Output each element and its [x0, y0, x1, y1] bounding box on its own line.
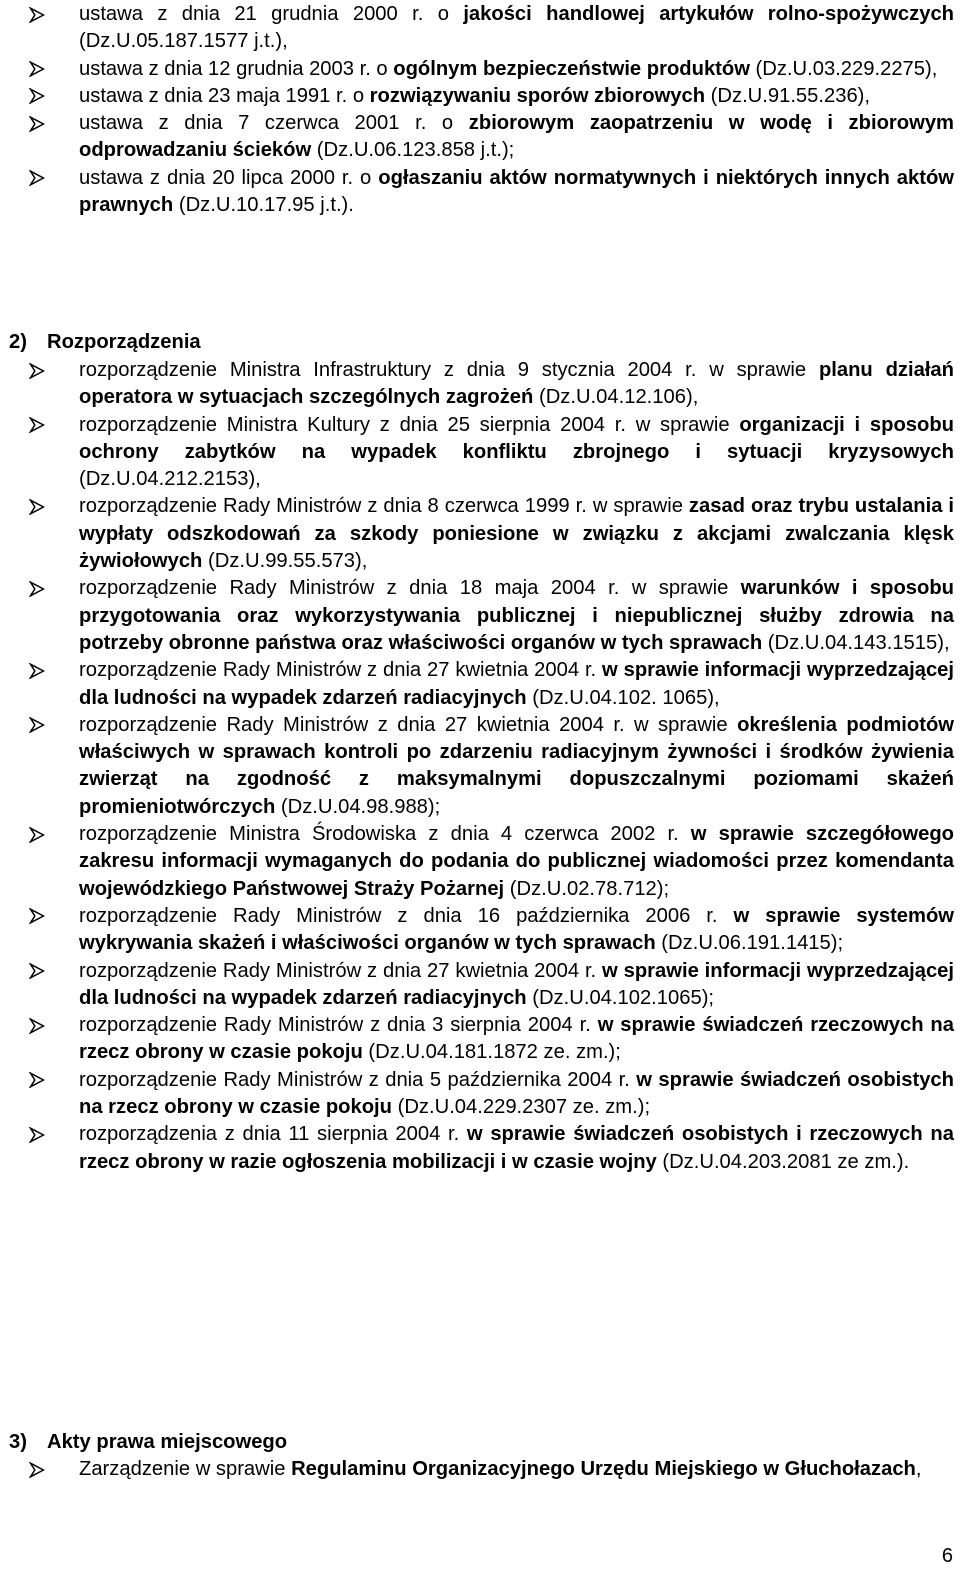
list-item-text: [79, 575, 954, 657]
act-subject: jakości handlowej artykułów rolno-spożywczych: [463, 3, 955, 25]
act-citation: rozporządzenie Rady Ministrów z dnia 27 kwietnia 2004 r.: [79, 959, 603, 982]
list-item: [0, 1121, 960, 1176]
act-citation: ustawa z dnia 23 maja 1991 r. o: [79, 84, 370, 107]
arrowhead-bullet-icon: [28, 493, 46, 520]
act-subject: organizacji i sposobu ochrony zabytków na wypadek konfliktu zbrojnego i sytuacji kryzysowych: [79, 413, 954, 463]
act-citation: rozporządzenie Ministra Środowiska z dnia 4 czerwca 2002 r.: [79, 823, 691, 846]
list-item-text: [79, 1, 954, 56]
act-subject: warunków i sposobu przygotowania oraz wykorzystywania publicznej i niepublicznej służby zdrowia na potrzeby obronne państwa oraz właściwości organów w tych sprawach: [79, 577, 954, 654]
act-subject: w sprawie szczegółowego zakresu informacji wymaganych do podania do publicznej wiadomości przez komendanta wojewódzkiego Państwowej Straży Pożarnej: [79, 823, 954, 900]
act-citation: rozporządzenie Ministra Infrastruktury z dnia 9 stycznia 2004 r. w sprawie: [79, 359, 819, 381]
list-item: [0, 412, 960, 494]
list-item-text: [79, 83, 954, 110]
act-subject: w sprawie informacji wyprzedzającej dla ludności na wypadek zdarzeń radiacyjnych: [79, 959, 955, 1009]
arrowhead-bullet-icon: [28, 412, 46, 439]
list-item-text: [79, 1456, 954, 1483]
list-item-text: [79, 412, 954, 494]
act-citation: rozporządzenie Rady Ministrów z dnia 27 kwietnia 2004 r.: [79, 659, 603, 682]
arrowhead-bullet-icon: [28, 83, 46, 110]
list-item-text: [79, 493, 954, 575]
act-subject: zbiorowym zaopatrzeniu w wodę i zbiorowym odprowadzaniu ścieków: [79, 112, 954, 162]
arrowhead-bullet-icon: [28, 657, 46, 684]
list-item: [0, 110, 960, 165]
act-citation: rozporządzenie Rady Ministrów z dnia 16 października 2006 r.: [79, 904, 734, 927]
arrowhead-bullet-icon: [28, 165, 46, 192]
arrowhead-bullet-icon: [28, 1012, 46, 1039]
act-citation: (Dz.U.04.102.1065);: [526, 986, 715, 1009]
act-citation: (Dz.U.91.55.236),: [705, 84, 871, 107]
list-item-text: [79, 165, 954, 220]
arrowhead-bullet-icon: [28, 110, 46, 137]
page-number: 6: [941, 1545, 953, 1567]
act-citation: (Dz.U.04.143.1515),: [762, 631, 950, 654]
list-item: [0, 1012, 960, 1067]
act-subject: Regulaminu Organizacyjnego Urzędu Miejskiego w Głuchołazach: [291, 1458, 916, 1480]
arrowhead-bullet-icon: [28, 1067, 46, 1094]
act-citation: (Dz.U.04.98.988);: [275, 795, 441, 818]
act-citation: (Dz.U.04.212.2153),: [79, 468, 261, 491]
list-item: [0, 821, 960, 903]
act-citation: ustawa z dnia 7 czerwca 2001 r. o: [79, 112, 469, 135]
list-item: [0, 493, 960, 575]
list-item: [0, 1, 960, 56]
section-heading-regulations: [9, 329, 201, 356]
regulations-list: [0, 357, 960, 1176]
arrowhead-bullet-icon: [28, 1121, 46, 1148]
act-subject: w sprawie świadczeń osobistych na rzecz obrony w czasie pokoju: [79, 1068, 954, 1119]
act-citation: (Dz.U.06.123.858 j.t.);: [311, 139, 515, 162]
act-citation: (Dz.U.05.187.1577 j.t.),: [79, 30, 288, 53]
list-item-text: [79, 1012, 954, 1067]
act-citation: rozporządzenie Ministra Kultury z dnia 25 sierpnia 2004 r. w sprawie: [79, 413, 740, 436]
section-number: 2): [9, 331, 27, 353]
act-citation: ustawa z dnia 21 grudnia 2000 r. o: [79, 3, 464, 25]
act-subject: planu działań operatora w sytuacjach szczególnych zagrożeń: [79, 359, 954, 409]
list-item-text: [79, 1121, 954, 1176]
arrowhead-bullet-icon: [28, 1, 46, 28]
arrowhead-bullet-icon: [28, 1456, 46, 1483]
act-citation: rozporządzenie Rady Ministrów z dnia 3 sierpnia 2004 r.: [79, 1014, 598, 1037]
act-citation: rozporządzenie Rady Ministrów z dnia 18 maja 2004 r. w sprawie: [79, 577, 741, 600]
act-citation: rozporządzenia z dnia 11 sierpnia 2004 r.: [79, 1123, 467, 1146]
act-citation: ustawa z dnia 20 lipca 2000 r. o: [79, 166, 379, 189]
list-item: [0, 575, 960, 657]
act-citation: ustawa z dnia 12 grudnia 2003 r. o: [79, 57, 394, 80]
list-item-text: [79, 56, 954, 83]
list-item: [0, 83, 960, 110]
list-item-text: [79, 712, 954, 821]
act-subject: w sprawie świadczeń osobistych i rzeczowych na rzecz obrony w razie ogłoszenia mobilizacji i w czasie wojny: [79, 1123, 954, 1173]
act-subject: w sprawie informacji wyprzedzającej dla ludności na wypadek zdarzeń radiacyjnych: [79, 659, 955, 709]
local-acts-list: [0, 1456, 960, 1483]
section-title: Rozporządzenia: [47, 331, 201, 353]
act-citation: (Dz.U.04.229.2307 ze. zm.);: [392, 1096, 651, 1119]
act-subject: zasad oraz trybu ustalania i wypłaty odszkodowań za szkody poniesione w związku z akcjami zwalczania klęsk żywiołowych: [79, 495, 955, 573]
act-subject: określenia podmiotów właściwych w sprawach kontroli po zdarzeniu radiacyjnym żywności i środków żywienia zwierząt na zgodność z maksymalnymi dopuszczalnymi poziomami skażeń promieniotwórczych: [79, 713, 955, 818]
list-item: [0, 657, 960, 712]
act-citation: ,: [915, 1458, 922, 1480]
list-item-text: [79, 821, 954, 903]
act-citation: (Dz.U.02.78.712);: [504, 877, 670, 900]
act-citation: (Dz.U.10.17.95 j.t.).: [173, 194, 354, 217]
list-item: [0, 1456, 960, 1483]
act-citation: rozporządzenie Rady Ministrów z dnia 5 października 2004 r.: [79, 1068, 637, 1091]
act-citation: (Dz.U.04.203.2081 ze zm.).: [656, 1150, 910, 1173]
act-citation: rozporządzenie Rady Ministrów z dnia 27 kwietnia 2004 r. w sprawie: [79, 713, 738, 736]
list-item: [0, 357, 960, 412]
list-item: [0, 712, 960, 821]
arrowhead-bullet-icon: [28, 903, 46, 930]
act-subject: ogólnym bezpieczeństwie produktów: [393, 57, 750, 80]
act-citation: (Dz.U.04.181.1872 ze. zm.);: [362, 1041, 621, 1064]
act-citation: Zarządzenie w sprawie: [79, 1458, 292, 1480]
list-item: [0, 958, 960, 1013]
list-item-text: [79, 657, 954, 712]
list-item-text: [79, 903, 954, 958]
statutes-list: [0, 1, 960, 219]
section-heading-local-law: [9, 1429, 287, 1456]
list-item-text: [79, 958, 954, 1013]
arrowhead-bullet-icon: [28, 821, 46, 848]
list-item: [0, 56, 960, 83]
list-item: [0, 165, 960, 220]
act-subject: w sprawie systemów wykrywania skażeń i właściwości organów w tych sprawach: [79, 904, 954, 955]
act-citation: (Dz.U.04.102. 1065),: [526, 686, 720, 709]
arrowhead-bullet-icon: [28, 958, 46, 985]
arrowhead-bullet-icon: [28, 712, 46, 739]
arrowhead-bullet-icon: [28, 56, 46, 83]
list-item: [0, 903, 960, 958]
act-citation: (Dz.U.06.191.1415);: [655, 932, 844, 955]
list-item-text: [79, 357, 954, 412]
arrowhead-bullet-icon: [28, 575, 46, 602]
act-citation: (Dz.U.04.12.106),: [533, 386, 699, 409]
list-item-text: [79, 1067, 954, 1122]
act-citation: rozporządzenie Rady Ministrów z dnia 8 czerwca 1999 r. w sprawie: [79, 495, 689, 518]
act-citation: (Dz.U.99.55.573),: [202, 550, 368, 573]
act-citation: (Dz.U.03.229.2275),: [749, 57, 938, 80]
section-number: 3): [9, 1431, 27, 1453]
act-subject: rozwiązywaniu sporów zbiorowych: [369, 84, 706, 107]
act-subject: w sprawie świadczeń rzeczowych na rzecz obrony w czasie pokoju: [79, 1014, 954, 1064]
list-item-text: [79, 110, 954, 165]
section-title: Akty prawa miejscowego: [47, 1431, 288, 1453]
list-item: [0, 1067, 960, 1122]
arrowhead-bullet-icon: [28, 357, 46, 384]
act-subject: ogłaszaniu aktów normatywnych i niektórych innych aktów prawnych: [79, 166, 955, 217]
